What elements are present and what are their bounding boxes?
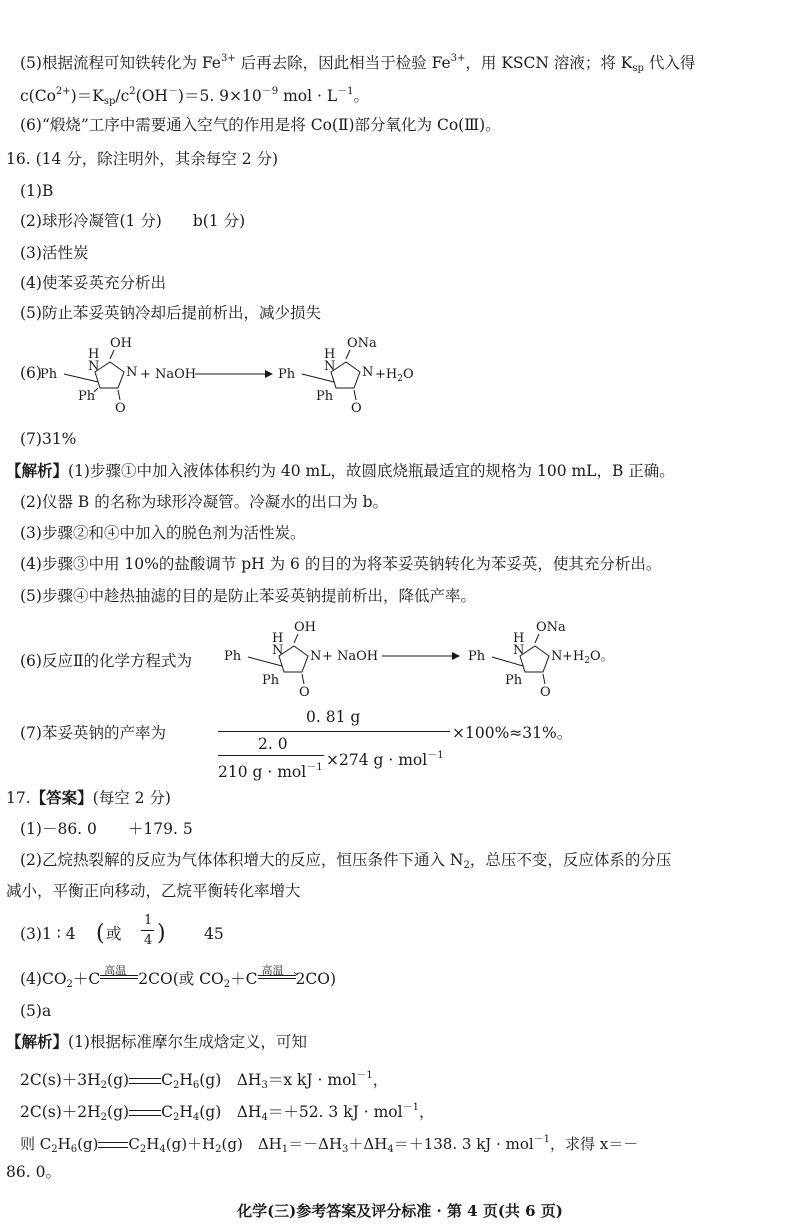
- superscript: －1: [306, 762, 323, 773]
- text: 17.: [6, 789, 31, 807]
- text: (g) ΔH: [221, 1135, 282, 1153]
- text: ＋ΔH: [348, 1135, 388, 1153]
- bond: [118, 390, 120, 400]
- reaction-scheme-1: [40, 330, 414, 420]
- q17-answer-2-line1: [20, 849, 671, 877]
- subscript: 2: [100, 1080, 108, 1091]
- ph-label: Ph: [78, 389, 96, 404]
- h-label: H: [324, 347, 336, 362]
- rule: [258, 978, 296, 979]
- q17-answer-3-value: 45: [204, 925, 224, 943]
- q16-answer-6-label: (6): [20, 364, 42, 382]
- text: )＝5. 9×10: [177, 87, 262, 105]
- n-label: N: [88, 359, 100, 374]
- text: ＋H: [187, 1135, 216, 1153]
- n-label: N: [551, 649, 563, 664]
- answer-tag: 【答案】: [30, 788, 93, 807]
- text: 则 C: [20, 1135, 52, 1153]
- q17-answer-1: (1)－86. 0 ＋179. 5: [20, 820, 193, 838]
- text: (2)乙烷热裂解的反应为气体体积增大的反应，恒压条件下通入 N: [20, 851, 464, 869]
- subscript: 2: [463, 860, 470, 871]
- bond: [302, 374, 334, 382]
- text: (g): [77, 1135, 99, 1153]
- n-label: N: [310, 649, 322, 664]
- text: H: [146, 1135, 160, 1153]
- q17-equation-3-tail: 86. 0。: [6, 1163, 61, 1181]
- q15-answer-6: (6)“煅烧”工序中需要通入空气的作用是将 Co(Ⅱ)部分氧化为 Co(Ⅲ)。: [20, 116, 501, 134]
- q16-explanation-4: (4)步骤③中用 10%的盐酸调节 pH 为 6 的目的为将苯妥英钠转化为苯妥英，使其充分析出。: [20, 555, 662, 573]
- text: ，: [418, 1103, 435, 1121]
- equals-sign: [129, 1078, 161, 1084]
- text: O: [589, 649, 601, 664]
- q15-answer-5-line1: [20, 48, 695, 80]
- rule: [258, 975, 296, 976]
- text: ，总压不变，反应体系的分压: [469, 851, 672, 869]
- subscript: 6: [70, 1144, 78, 1155]
- text: ，用 KSCN 溶液；将 K: [465, 54, 633, 72]
- paren-open: (: [96, 921, 105, 946]
- q16-answer-5: (5)防止苯妥英钠冷却后提前析出，减少损失: [20, 304, 321, 322]
- subscript: sp: [632, 63, 644, 74]
- subscript: 2: [66, 979, 73, 990]
- n-label: N: [362, 365, 374, 380]
- q16-answer-7: (7)31%: [20, 430, 77, 448]
- subscript: 4: [159, 1144, 166, 1155]
- q16-answer-3: (3)活性炭: [20, 244, 89, 262]
- text: 后再去除，因此相当于检验 Fe: [235, 54, 451, 72]
- text: (g): [107, 1103, 130, 1121]
- text: ＋C: [230, 970, 258, 988]
- jiexi-tag: 【解析】: [6, 461, 69, 480]
- equals-sign: [129, 1110, 161, 1116]
- text: 。: [353, 87, 370, 105]
- text: (5)根据流程可知铁转化为 Fe: [20, 54, 221, 72]
- text: ×274 g · mol: [326, 751, 428, 769]
- text: +H: [562, 649, 585, 664]
- o-label: O: [115, 401, 126, 416]
- q17-equation-1: [20, 1065, 388, 1097]
- bond: [110, 350, 114, 359]
- text: O: [402, 367, 414, 382]
- superscript: －1: [337, 86, 354, 97]
- n-label: N: [513, 643, 525, 658]
- q16-explanation-6-label: (6)反应Ⅱ的化学方程式为: [20, 652, 192, 670]
- subscript: 2: [397, 374, 403, 384]
- subscript: sp: [103, 96, 116, 107]
- arrow-head: [265, 370, 273, 378]
- subscript: 2: [223, 979, 231, 990]
- bond: [294, 634, 298, 643]
- arrow-head: [452, 652, 460, 660]
- text: (g): [107, 1071, 130, 1089]
- subscript: 2: [100, 1112, 108, 1123]
- h-label: H: [88, 347, 100, 362]
- fraction-bar: [218, 731, 450, 732]
- yield-inner-numerator: 2. 0: [258, 735, 288, 753]
- subscript: 2: [215, 1144, 222, 1155]
- text: 代入得: [643, 54, 696, 72]
- ph-label: Ph: [316, 389, 334, 404]
- q17-equation-2: [20, 1097, 434, 1129]
- text: (4)CO: [20, 970, 67, 988]
- n-label: N: [324, 359, 336, 374]
- superscript: 2+: [55, 86, 71, 97]
- text: ＝＋52. 3 kJ · mol: [267, 1103, 403, 1121]
- h-label: H: [513, 631, 525, 646]
- text: 210 g · mol: [218, 763, 307, 781]
- q17-answer-3-ratio: (3)1 ∶ 4: [20, 925, 76, 943]
- q17-answer-4: [20, 964, 336, 996]
- condition-label: 高温: [104, 964, 127, 977]
- rule: [100, 978, 138, 979]
- text: H: [179, 1071, 193, 1089]
- subscript: 4: [261, 1112, 268, 1123]
- h-label: H: [272, 631, 284, 646]
- superscript: －1: [356, 1070, 373, 1081]
- oh-label: OH: [110, 336, 132, 351]
- ona-label: ONa: [536, 620, 566, 635]
- q16-explanation-2: (2)仪器 B 的名称为球形冷凝管。冷凝水的出口为 b。: [20, 493, 389, 511]
- q17-equation-3: [20, 1129, 638, 1161]
- page-footer: 化学(三)参考答案及评分标准 · 第 4 页(共 6 页): [237, 1202, 563, 1220]
- subscript: 2: [172, 1080, 180, 1091]
- bond: [492, 657, 523, 666]
- q17-answer-5: (5)a: [20, 1002, 52, 1020]
- text: mol · L: [278, 87, 338, 105]
- fraction-numerator: 1: [144, 913, 153, 928]
- superscript: 2: [129, 86, 136, 97]
- oh-label: OH: [294, 620, 316, 635]
- ph-label: Ph: [40, 367, 58, 382]
- equilibrium-sign-high-temp: [258, 964, 296, 984]
- inner-fraction-bar: [218, 755, 324, 756]
- subscript: 2: [172, 1112, 180, 1123]
- text: C: [128, 1135, 140, 1153]
- text: ，: [372, 1071, 389, 1089]
- superscript: －9: [261, 86, 279, 97]
- o-label: O: [351, 401, 362, 416]
- text: (OH: [135, 87, 168, 105]
- o-label: O: [540, 685, 551, 700]
- text: 2C(s)＋3H: [20, 1071, 101, 1089]
- ph-label: Ph: [224, 649, 242, 664]
- subscript: 3: [342, 1144, 349, 1155]
- n-label: N: [126, 365, 138, 380]
- text: H: [57, 1135, 71, 1153]
- water-label: [375, 367, 414, 384]
- text: ＝x kJ · mol: [267, 1071, 357, 1089]
- q16-answer-2: (2)球形冷凝管(1 分) b(1 分): [20, 212, 246, 230]
- equals-sign: [98, 1142, 128, 1148]
- ona-label: ONa: [347, 336, 377, 351]
- text: (g) ΔH: [199, 1103, 262, 1121]
- subscript: 2: [51, 1144, 58, 1155]
- superscript: －1: [533, 1134, 551, 1145]
- q16-explanation-5: (5)步骤④中趁热抽滤的目的是防止苯妥英钠提前析出，降低产率。: [20, 587, 476, 605]
- text: ＝＋138. 3 kJ · mol: [393, 1135, 534, 1153]
- naoh-label: + NaOH: [322, 649, 379, 664]
- q16-explanation-3: (3)步骤②和④中加入的脱色剂为活性炭。: [20, 524, 306, 542]
- q16-explanation-7-label: (7)苯妥英钠的产率为: [20, 724, 166, 742]
- subscript: 3: [261, 1080, 268, 1091]
- condition-label: 高温: [261, 964, 284, 977]
- q16-header: 16. (14 分，除注明外，其余每空 2 分): [6, 150, 279, 168]
- text: 2C(s)＋2H: [20, 1103, 101, 1121]
- text: (g): [165, 1135, 188, 1153]
- q16-answer-4: (4)使苯妥英充分析出: [20, 274, 166, 292]
- bond: [248, 657, 282, 666]
- bond: [354, 390, 356, 400]
- bond: [346, 350, 350, 359]
- text: ＋C: [72, 970, 101, 988]
- ph-label: Ph: [278, 367, 296, 382]
- text: ，求得 x＝－: [550, 1135, 639, 1153]
- yield-denominator: [218, 757, 323, 783]
- paren-close: ): [157, 921, 166, 946]
- superscript: －1: [427, 750, 444, 761]
- q17-header: [6, 787, 171, 809]
- text: 2CO(或 CO: [138, 970, 224, 988]
- text: H: [179, 1103, 193, 1121]
- q17-answer-3-or: 或: [106, 925, 122, 943]
- text: (1)根据标准摩尔生成焓定义，可知: [68, 1033, 307, 1051]
- yield-numerator: 0. 81 g: [306, 708, 361, 726]
- subscript: 1: [281, 1144, 289, 1155]
- subscript: 2: [584, 656, 590, 666]
- q15-answer-5-line2: [20, 81, 369, 113]
- subscript: 6: [192, 1080, 200, 1091]
- yield-molar-mass: [326, 745, 444, 771]
- rule: [100, 975, 138, 976]
- text: c(Co: [20, 87, 56, 105]
- superscript: 3+: [220, 53, 236, 64]
- superscript: －1: [402, 1102, 419, 1113]
- reaction-scheme-2: [224, 614, 614, 704]
- bond: [535, 634, 539, 643]
- o-label: O: [299, 685, 310, 700]
- subscript: 2: [139, 1144, 147, 1155]
- text: C: [161, 1071, 173, 1089]
- text: ＝－ΔH: [288, 1135, 343, 1153]
- q16-answer-1: (1)B: [20, 182, 54, 200]
- text: C: [161, 1103, 173, 1121]
- subscript: 4: [387, 1144, 394, 1155]
- n-label: N: [272, 643, 284, 658]
- text: (g) ΔH: [199, 1071, 262, 1089]
- text: )＝K: [70, 87, 104, 105]
- q17-answer-2-line2: 减小，平衡正向移动，乙烷平衡转化率增大: [6, 882, 301, 900]
- naoh-label: + NaOH: [140, 367, 197, 382]
- equals-sign-high-temp: [100, 964, 138, 984]
- fraction-denominator: 4: [144, 933, 153, 948]
- bond: [543, 674, 545, 684]
- text: 2CO): [295, 970, 336, 988]
- text: (1)步骤①中加入液体体积约为 40 mL，故圆底烧瓶最适宜的规格为 100 mL，B 正确。: [68, 462, 675, 480]
- ph-label: Ph: [262, 673, 280, 688]
- ph-label: Ph: [468, 649, 486, 664]
- subscript: 4: [192, 1112, 200, 1123]
- bond: [64, 374, 98, 382]
- text: /c: [115, 87, 130, 105]
- q16-explanation-1: [6, 460, 675, 482]
- superscript: 3+: [450, 53, 466, 64]
- q17-explanation-intro: [6, 1031, 307, 1053]
- text: 。: [600, 649, 614, 664]
- bond: [302, 674, 304, 684]
- superscript: －: [167, 86, 178, 97]
- text: +H: [375, 367, 398, 382]
- jiexi-tag: 【解析】: [6, 1032, 69, 1051]
- text: (每空 2 分): [92, 789, 171, 807]
- ph-label: Ph: [505, 673, 523, 688]
- yield-result: ×100%≈31%。: [452, 724, 573, 742]
- water-label: [562, 649, 614, 666]
